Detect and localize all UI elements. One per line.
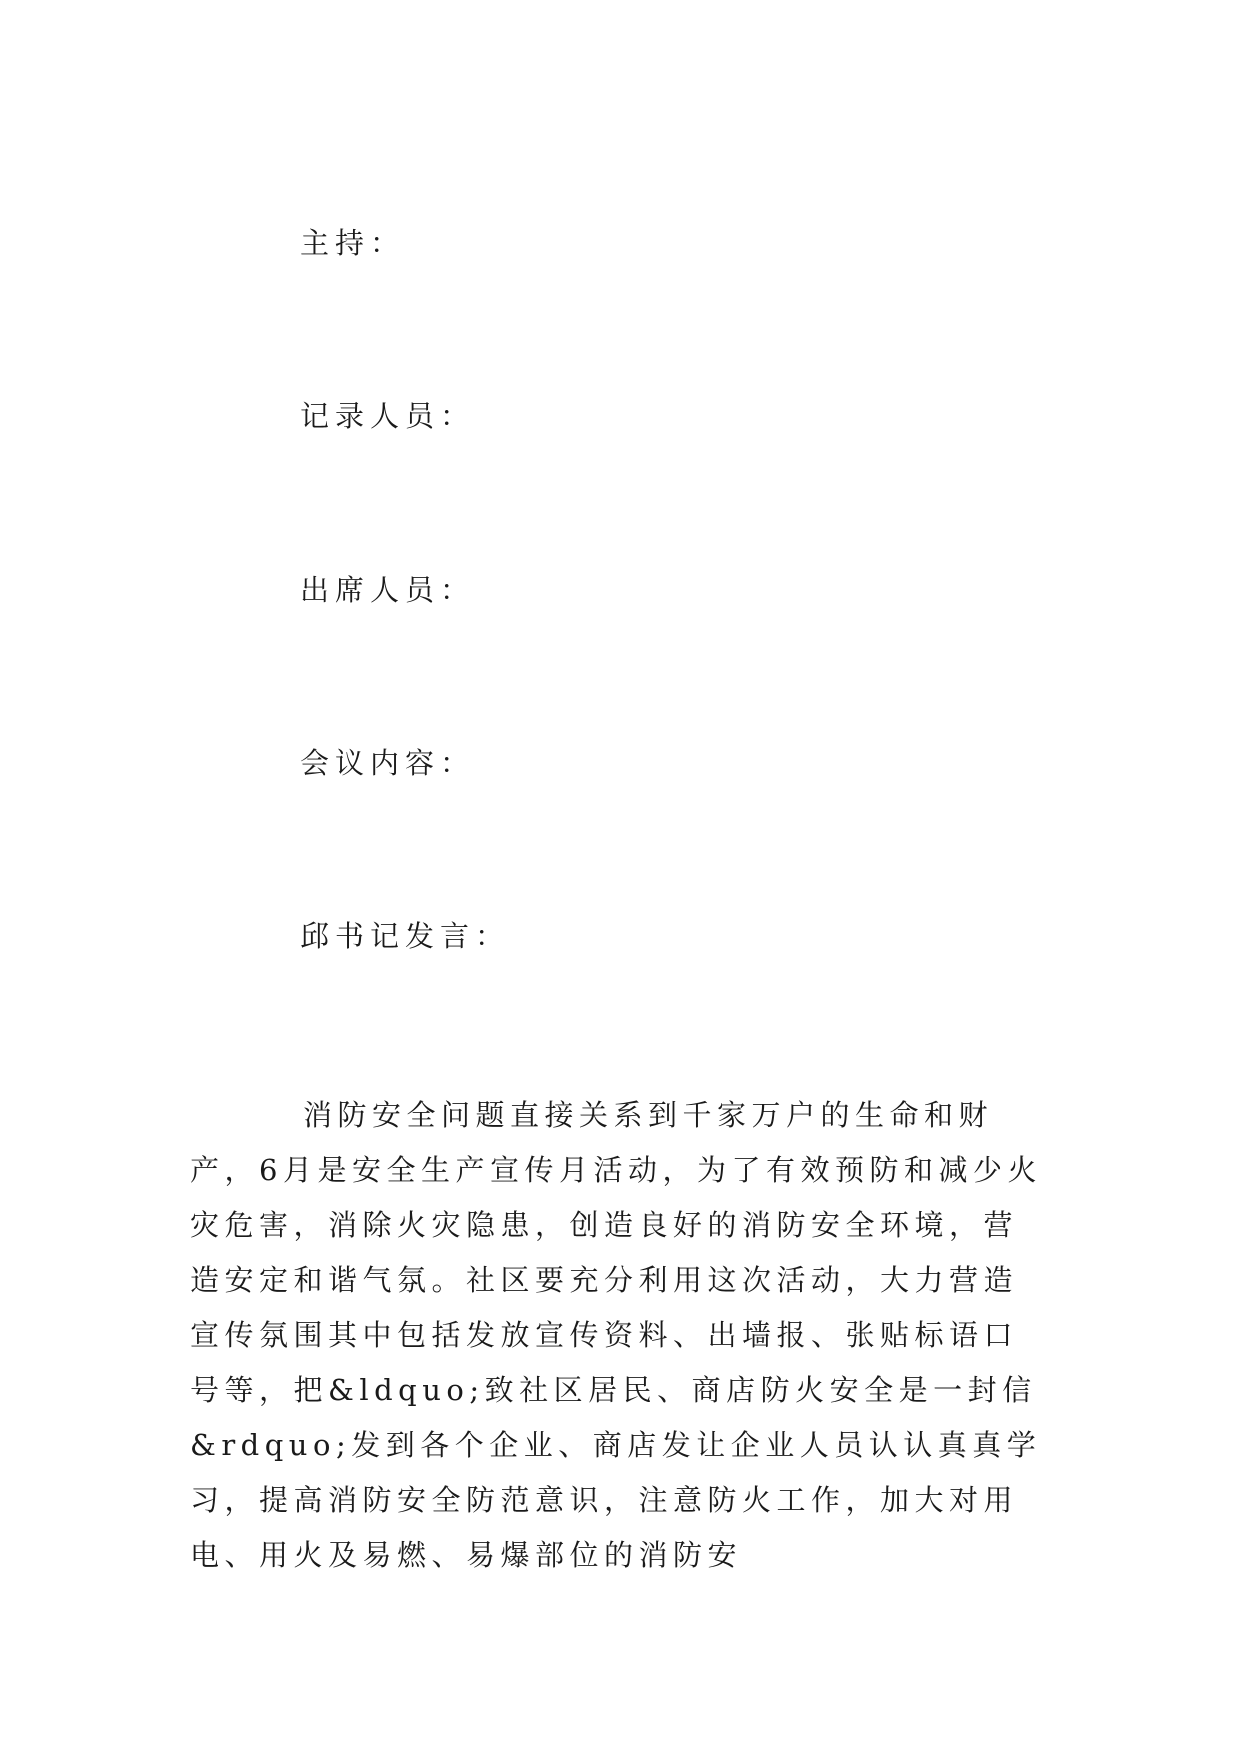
secretary-speech-label: 邱书记发言： (300, 919, 511, 953)
body-paragraph: 消防安全问题直接关系到千家万户的生命和财产，6月是安全生产宣传月活动，为了有效预防和减少火灾危害，消除火灾隐患，创造良好的消防安全环境，营造安定和谐气氛。社区要充分利用这次活动，大力营造宣传氛围其中包括发放宣传资料、出墙报、张贴标语口号等，把&ldquo;致社区居民、商店防火安全是一封信&rdquo;发到各个企业、商店发让企业人员认认真真学习，提高消防安全防范意识，注意防火工作，加大对用电、用火及易燃、易爆部位的消防安 (190, 1098, 1042, 1572)
meeting-content-label: 会议内容： (300, 746, 476, 780)
recorder-label: 记录人员： (300, 399, 476, 433)
host-label: 主持： (300, 226, 406, 260)
attendees-label: 出席人员： (300, 573, 476, 607)
